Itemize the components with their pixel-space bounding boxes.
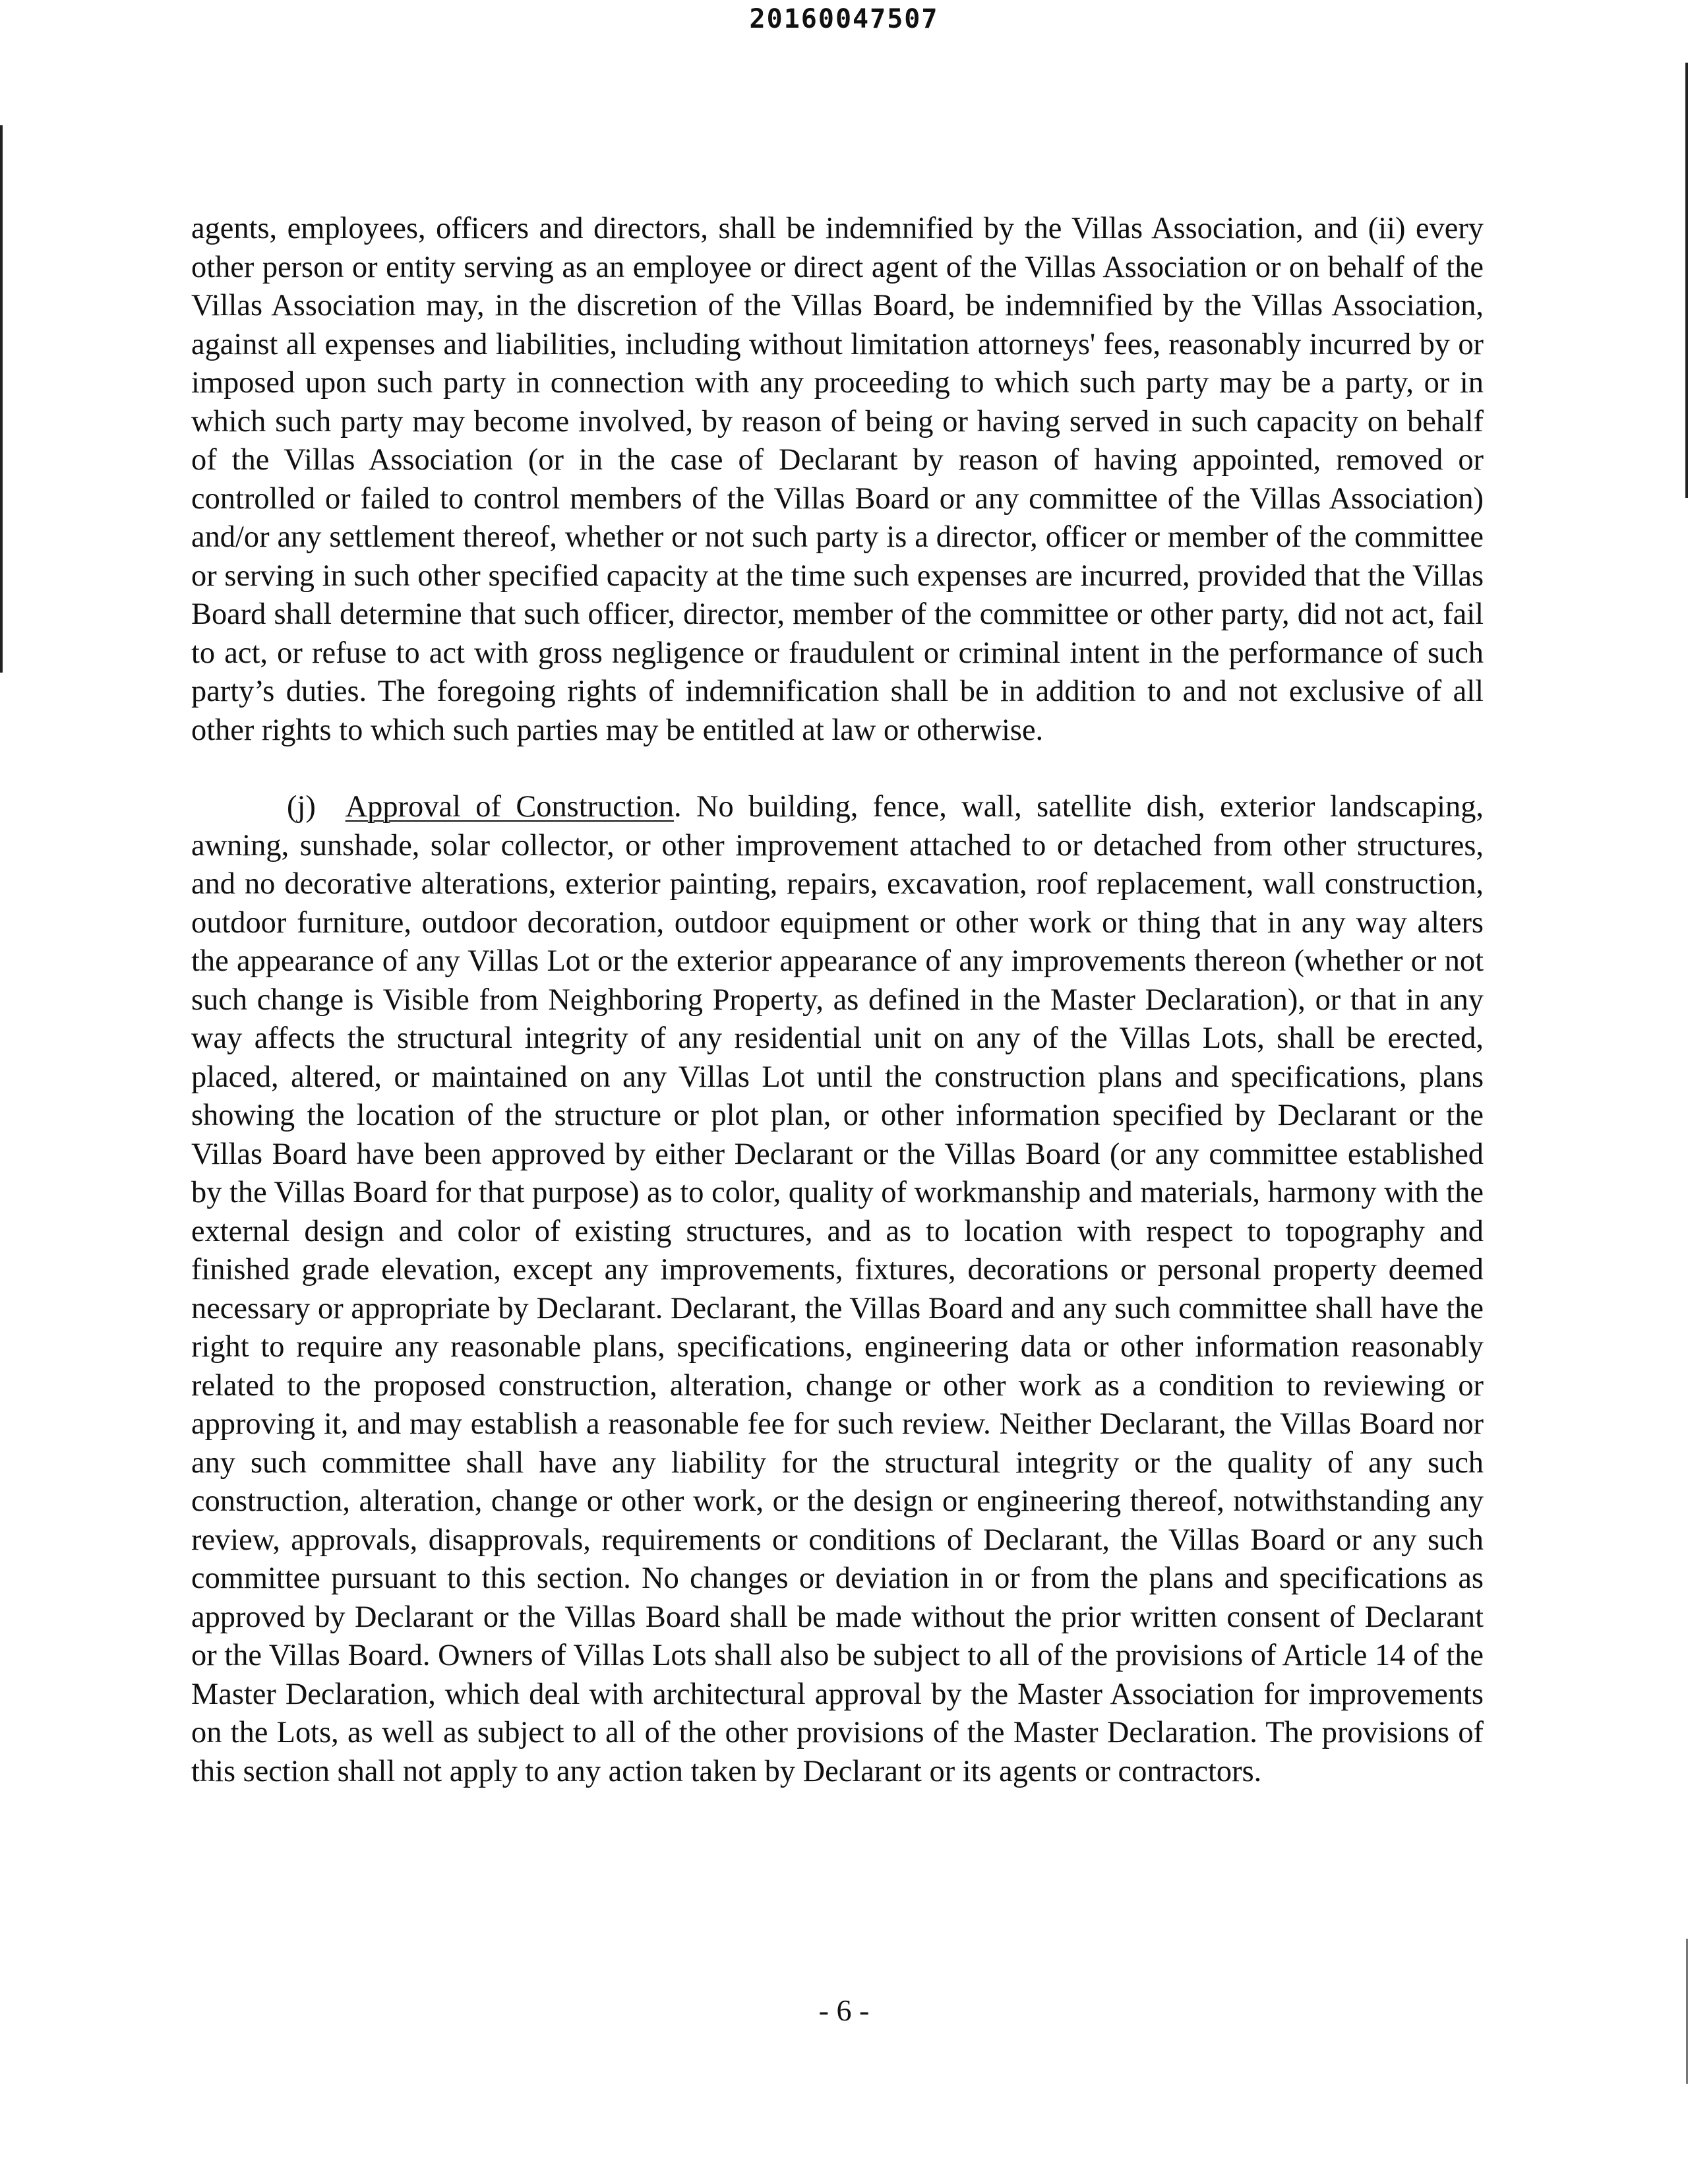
recording-number: 20160047507 <box>749 4 939 34</box>
page-number: - 6 - <box>818 1993 870 2027</box>
subsection-heading: Approval of Construction <box>345 790 675 824</box>
scan-edge-left <box>0 125 3 673</box>
document-body <box>191 210 1484 1829</box>
subsection-body: . No building, fence, wall, satellite dish, exterior landscaping, awning, sunshade, solar collector, or other improvement attached to or detached from other structures, and no decorative alterations, exterior painting, repairs, excavation, roof replacement, wall construction, outdoor furniture, outdoor decoration, outdoor equipment or other work or thing that in any way alters the appearance of any Villas Lot or the exterior appearance of any improvements thereon (whether or not such change is Visible from Neighboring Property, as defined in the Master Declaration), or that in any way affects the structural integrity of any residential unit on any of the Villas Lots, shall be erected, placed, altered, or maintained on any Villas Lot until the construction plans and specifications, plans showing the location of the structure or plot plan, or other information specified by Declarant or the Villas Board have been approved by either Declarant or the Villas Board (or any committee established by the Villas Board for that purpose) as to color, quality of workmanship and materials, harmony with the external design and color of existing structures, and as to location with respect to topography and finished grade elevation, except any improvements, fixtures, decorations or personal property deemed necessary or appropriate by Declarant. Declarant, the Villas Board and any such committee shall have the right to require any reasonable plans, specifications, engineering data or other information reasonably related to the proposed construction, alteration, change or other work as a condition to reviewing or approving it, and may establish a reasonable fee for such review. Neither Declarant, the Villas Board nor any such committee shall have any liability for the structural integrity or the quality of any such construction, alteration, change or other work, or the design or engineering thereof, notwithstanding any review, approvals, disapprovals, requirements or conditions of Declarant, the Villas Board or any such committee pursuant to this section. No changes or deviation in or from the plans and specifications as approved by Declarant or the Villas Board shall be made without the prior written consent of Declarant or the Villas Board. Owners of Villas Lots shall also be subject to all of the provisions of Article 14 of the Master Declaration, which deal with architectural approval by the Master Association for improvements on the Lots, as well as subject to all of the other provisions of the Master Declaration. The provisions of this section shall not apply to any action taken by Declarant or its agents or contractors. <box>191 790 1484 1788</box>
indemnification-paragraph: agents, employees, officers and directors, shall be indemnified by the Villas Association, and (ii) every other person or entity serving as an employee or direct agent of the Villas Association or on behalf of the Villas Association may, in the discretion of the Villas Board, be indemnified by the Villas Association, against all expenses and liabilities, including without limitation attorneys' fees, reasonably incurred by or imposed upon such party in connection with any proceeding to which such party may be a party, or in which such party may become involved, by reason of being or having served in such capacity on behalf of the Villas Association (or in the case of Declarant by reason of having appointed, removed or controlled or failed to control members of the Villas Board or any committee of the Villas Association) and/or any settlement thereof, whether or not such party is a director, officer or member of the committee or serving in such other specified capacity at the time such expenses are incurred, provided that the Villas Board shall determine that such officer, director, member of the committee or other party, did not act, fail to act, or refuse to act with gross negligence or fraudulent or criminal intent in the performance of such party’s duties. The foregoing rights of indemnification shall be in addition to and not exclusive of all other rights to which such parties may be entitled at law or otherwise. <box>191 212 1484 747</box>
subsection-label: (j) <box>287 790 316 824</box>
approval-of-construction-paragraph <box>191 788 1484 1791</box>
scan-edge-right <box>1685 63 1688 498</box>
